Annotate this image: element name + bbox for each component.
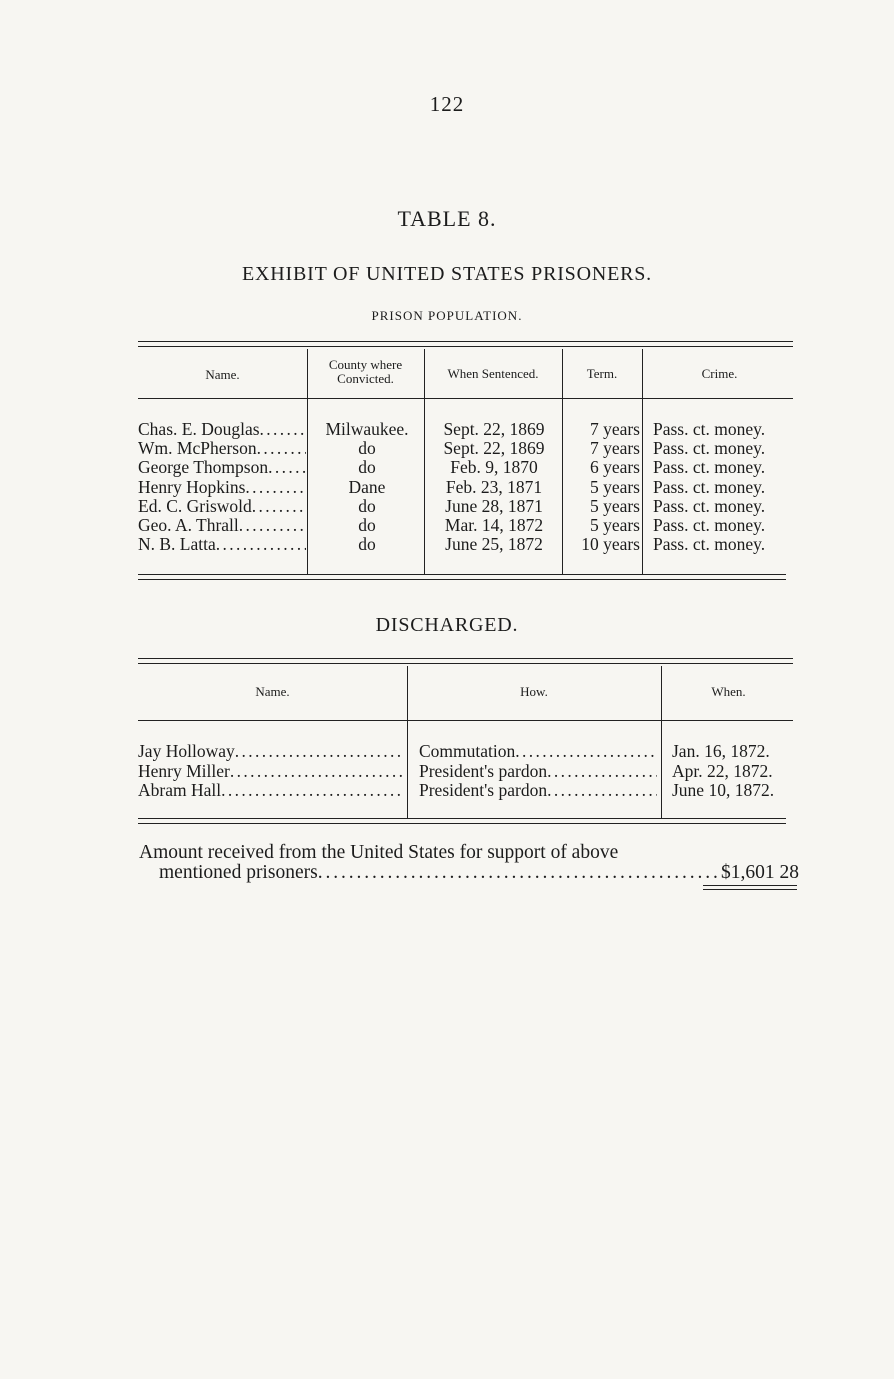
cell-how [419,742,657,761]
cell-when: Jan. 16, 1872. [672,742,770,761]
cell-crime: Pass. ct. money. [653,516,766,535]
table-row [0,439,894,458]
cell-term: 5 years [589,496,640,516]
dot-leader [216,535,306,554]
table-top-rule [138,663,793,664]
dot-leader [268,458,306,477]
cell-when-sentenced: Sept. 22, 1869 [443,420,545,439]
cell-crime: Pass. ct. money. [653,458,766,478]
table-row [0,516,894,535]
table-top-rule [138,658,793,659]
cell-county: Milwaukee. [325,420,409,439]
cell-how [419,781,657,800]
cell-name [138,458,306,477]
cell-crime: Pass. ct. money. [653,439,766,459]
dot-leader [515,742,657,761]
amount-value: $1,601 28 [721,862,799,883]
dot-leader [547,781,657,800]
dot-leader [252,497,306,516]
cell-term: 7 years [589,439,640,459]
amount-description-cont: mentioned prisoners [159,862,318,883]
table-bottom-rule [138,579,786,580]
prisoner-name: Chas. E. Douglas [138,420,260,439]
cell-name [138,497,306,516]
table-bottom-rule [138,818,786,819]
prisoner-name: Wm. McPherson [138,439,257,459]
cell-when-sentenced: Feb. 9, 1870 [450,458,538,478]
cell-county: do [358,496,376,516]
total-rule [703,885,797,886]
prisoner-name: George Thompson [138,458,269,478]
table-top-rule [138,341,793,342]
header-crime: Crime. [701,366,738,381]
dot-leader [230,762,402,781]
table-row [0,458,894,477]
cell-name [138,781,402,800]
table-top-rule [138,346,793,347]
cell-name [138,420,306,439]
cell-term: 5 years [589,516,640,535]
amount-description: Amount received from the United States for support of above [139,842,619,863]
dot-leader [260,420,306,439]
cell-county: do [358,458,376,478]
prisoner-name: Henry Miller [138,761,230,781]
table-row [0,420,894,439]
cell-county: do [358,516,376,535]
cell-term: 7 years [589,420,640,439]
cell-name [138,762,402,781]
discharge-method: President's pardon [419,761,548,781]
header-when: When. [711,684,746,699]
cell-term: 10 years [581,535,640,555]
cell-when-sentenced: June 28, 1871 [445,496,543,516]
dot-leader [318,862,717,884]
table-row [0,497,894,516]
cell-term: 6 years [589,458,640,478]
table-row [0,478,894,497]
cell-how [419,762,657,781]
table-row [0,742,894,761]
cell-crime: Pass. ct. money. [653,535,766,555]
page-number: 122 [429,92,465,116]
cell-when-sentenced: Sept. 22, 1869 [443,439,545,459]
cell-crime: Pass. ct. money. [653,496,766,516]
cell-when: Apr. 22, 1872. [672,761,773,781]
table-title: TABLE 8. [397,206,497,231]
cell-crime: Pass. ct. money. [653,420,766,439]
prisoner-name: Abram Hall [138,781,222,800]
cell-name [138,516,306,535]
cell-county: do [358,535,376,555]
cell-county: do [358,439,376,459]
header-rule [138,398,793,399]
header-county-line2: Convicted. [337,371,394,386]
discharged-title: DISCHARGED. [375,614,519,636]
dot-leader [547,762,657,781]
header-name: Name. [205,367,240,382]
prisoner-name: Geo. A. Thrall [138,516,239,535]
exhibit-title: EXHIBIT OF UNITED STATES PRISONERS. [242,263,652,285]
table-row [0,781,894,800]
cell-name [138,742,402,761]
dot-leader [245,478,306,497]
cell-crime: Pass. ct. money. [653,477,766,497]
table-row [0,762,894,781]
cell-when-sentenced: Mar. 14, 1872 [444,516,544,535]
discharge-method: Commutation [419,742,516,761]
dot-leader [235,742,402,761]
section-subtitle: PRISON POPULATION. [371,308,523,323]
dot-leader [221,781,402,800]
table-row [0,535,894,554]
prisoner-name: Ed. C. Griswold [138,496,252,516]
header-name: Name. [255,684,290,699]
prisoner-name: Henry Hopkins [138,477,246,497]
cell-when-sentenced: Feb. 23, 1871 [445,477,543,497]
total-rule [703,889,797,890]
table-bottom-rule [138,823,786,824]
header-county-line1: County where [328,357,403,372]
dot-leader [239,516,306,535]
cell-name [138,478,306,497]
dot-leader [257,439,306,458]
amount-line [159,862,799,884]
header-how: How. [520,684,548,699]
cell-when-sentenced: June 25, 1872 [445,535,543,555]
cell-when: June 10, 1872. [672,781,775,800]
cell-county: Dane [348,477,386,497]
prisoner-name: N. B. Latta [138,535,216,555]
header-rule [138,720,793,721]
discharge-method: President's pardon [419,781,548,800]
table-bottom-rule [138,574,786,575]
prisoner-name: Jay Holloway [138,742,235,761]
cell-name [138,535,306,554]
header-term: Term. [586,366,618,381]
cell-term: 5 years [589,477,640,497]
cell-name [138,439,306,458]
header-when-sentenced: When Sentenced. [447,366,539,381]
